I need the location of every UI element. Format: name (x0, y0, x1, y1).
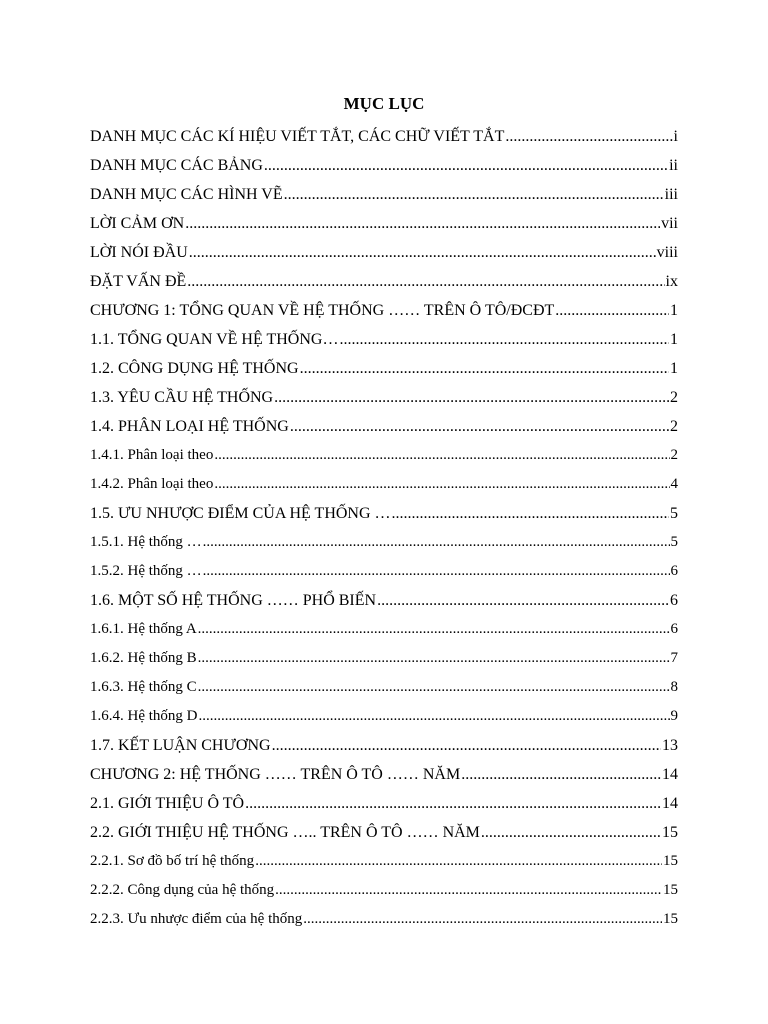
toc-entry-label: LỜI NÓI ĐẦU (90, 244, 188, 261)
toc-dot-leader (198, 644, 670, 673)
toc-entry-page-number: iii (664, 186, 678, 203)
toc-entry-label: 1.6. MỘT SỐ HỆ THỐNG …… PHỔ BIẾN (90, 592, 377, 609)
toc-dot-leader (274, 383, 669, 412)
toc-entry-page-number: 2 (670, 418, 678, 435)
toc-entry[interactable] (90, 644, 678, 673)
toc-dot-leader (264, 151, 668, 180)
toc-dot-leader (198, 615, 670, 644)
toc-entry-page-number: 5 (670, 534, 678, 550)
toc-entry[interactable] (90, 499, 678, 528)
toc-entry[interactable] (90, 673, 678, 702)
toc-entry-page-number: 14 (662, 766, 678, 783)
toc-dot-leader (481, 818, 661, 847)
toc-entry-label: DANH MỤC CÁC BẢNG (90, 157, 263, 174)
toc-entry-label: CHƯƠNG 1: TỔNG QUAN VỀ HỆ THỐNG …… TRÊN Ô TÔ/ĐCĐT (90, 302, 555, 319)
toc-entry-label: DANH MỤC CÁC HÌNH VẼ (90, 186, 283, 203)
toc-entry-label: 1.2. CÔNG DỤNG HỆ THỐNG (90, 360, 299, 377)
toc-entry[interactable] (90, 731, 678, 760)
toc-entry[interactable] (90, 847, 678, 876)
toc-list (90, 122, 678, 934)
toc-entry-page-number: 1 (670, 302, 678, 319)
toc-entry[interactable] (90, 818, 678, 847)
toc-entry-page-number: 1 (670, 360, 678, 377)
toc-entry-label: 2.2.2. Công dụng của hệ thống (90, 882, 275, 898)
toc-entry-page-number: 15 (663, 882, 678, 898)
toc-entry-label: 2.2.1. Sơ đồ bố trí hệ thống (90, 853, 255, 869)
toc-dot-leader (189, 238, 656, 267)
toc-dot-leader (255, 847, 662, 876)
toc-dot-leader (275, 876, 662, 905)
toc-entry[interactable] (90, 325, 678, 354)
toc-entry-label: 2.1. GIỚI THIỆU Ô TÔ (90, 795, 245, 812)
toc-dot-leader (245, 789, 661, 818)
toc-dot-leader (284, 180, 664, 209)
toc-entry[interactable] (90, 441, 678, 470)
toc-entry-page-number: 5 (670, 505, 678, 522)
toc-entry-label: ĐẶT VẤN ĐỀ (90, 273, 187, 290)
toc-entry[interactable] (90, 296, 678, 325)
toc-entry-page-number: vii (661, 215, 678, 232)
toc-entry-page-number: 8 (670, 679, 678, 695)
toc-dot-leader (377, 586, 669, 615)
toc-entry[interactable] (90, 209, 678, 238)
toc-dot-leader (461, 760, 661, 789)
toc-entry-page-number: 4 (670, 476, 678, 492)
toc-entry[interactable] (90, 528, 678, 557)
toc-entry-label: 1.5.2. Hệ thống … (90, 563, 202, 579)
toc-entry-page-number: i (673, 128, 678, 145)
toc-entry[interactable] (90, 557, 678, 586)
toc-dot-leader (198, 673, 670, 702)
toc-dot-leader (303, 905, 662, 934)
toc-dot-leader (187, 267, 664, 296)
toc-entry-page-number: 15 (663, 853, 678, 869)
toc-entry-page-number: 15 (662, 824, 678, 841)
toc-entry-label: 1.4.2. Phân loại theo (90, 476, 214, 492)
toc-entry-page-number: viii (656, 244, 678, 261)
toc-entry-label: 1.5. ƯU NHƯỢC ĐIỂM CỦA HỆ THỐNG … (90, 505, 391, 522)
toc-entry[interactable] (90, 905, 678, 934)
toc-entry-page-number: 6 (670, 563, 678, 579)
toc-entry[interactable] (90, 876, 678, 905)
toc-entry-label: CHƯƠNG 2: HỆ THỐNG …… TRÊN Ô TÔ …… NĂM (90, 766, 461, 783)
toc-entry[interactable] (90, 238, 678, 267)
toc-entry[interactable] (90, 760, 678, 789)
toc-entry[interactable] (90, 702, 678, 731)
toc-entry-page-number: 7 (670, 650, 678, 666)
toc-dot-leader (300, 354, 669, 383)
toc-entry[interactable] (90, 412, 678, 441)
toc-entry-label: 1.3. YÊU CẦU HỆ THỐNG (90, 389, 274, 406)
toc-title: MỤC LỤC (343, 94, 425, 113)
toc-entry-page-number: 13 (662, 737, 678, 754)
toc-entry-label: 2.2. GIỚI THIỆU HỆ THỐNG ….. TRÊN Ô TÔ …… NĂM (90, 824, 480, 841)
toc-entry-label: LỜI CẢM ƠN (90, 215, 185, 232)
toc-entry[interactable] (90, 615, 678, 644)
toc-dot-leader (203, 528, 670, 557)
toc-entry-page-number: 15 (663, 911, 678, 927)
toc-entry-page-number: 6 (670, 592, 678, 609)
toc-entry-page-number: 9 (670, 708, 678, 724)
toc-entry-label: 1.7. KẾT LUẬN CHƯƠNG (90, 737, 271, 754)
toc-entry-label: 1.6.1. Hệ thống A (90, 621, 197, 637)
toc-dot-leader (214, 470, 669, 499)
toc-entry[interactable] (90, 470, 678, 499)
toc-entry[interactable] (90, 267, 678, 296)
toc-dot-leader (214, 441, 669, 470)
toc-entry-page-number: 6 (670, 621, 678, 637)
toc-entry-label: 1.6.2. Hệ thống B (90, 650, 197, 666)
toc-dot-leader (392, 499, 669, 528)
toc-dot-leader (290, 412, 669, 441)
toc-dot-leader (339, 325, 669, 354)
toc-entry-label: 2.2.3. Ưu nhược điểm của hệ thống (90, 911, 303, 927)
toc-entry[interactable] (90, 122, 678, 151)
toc-entry-page-number: 2 (670, 447, 678, 463)
toc-dot-leader (272, 731, 661, 760)
toc-entry-page-number: ii (669, 157, 678, 174)
toc-entry-page-number: ix (665, 273, 678, 290)
toc-dot-leader (203, 557, 670, 586)
toc-entry[interactable] (90, 151, 678, 180)
toc-entry-label: 1.6.3. Hệ thống C (90, 679, 197, 695)
toc-entry[interactable] (90, 789, 678, 818)
toc-entry[interactable] (90, 354, 678, 383)
toc-entry-label: 1.6.4. Hệ thống D (90, 708, 198, 724)
toc-entry-page-number: 14 (662, 795, 678, 812)
toc-entry-label: 1.4.1. Phân loại theo (90, 447, 214, 463)
toc-entry[interactable] (90, 180, 678, 209)
toc-dot-leader (199, 702, 670, 731)
toc-dot-leader (555, 296, 669, 325)
toc-entry[interactable] (90, 586, 678, 615)
toc-entry[interactable] (90, 383, 678, 412)
toc-dot-leader (505, 122, 672, 151)
toc-entry-label: 1.1. TỔNG QUAN VỀ HỆ THỐNG… (90, 331, 339, 348)
toc-entry-label: 1.5.1. Hệ thống … (90, 534, 202, 550)
toc-entry-page-number: 1 (670, 331, 678, 348)
toc-entry-label: DANH MỤC CÁC KÍ HIỆU VIẾT TẮT, CÁC CHỮ VIẾT TẮT (90, 128, 505, 145)
toc-entry-label: 1.4. PHÂN LOẠI HỆ THỐNG (90, 418, 289, 435)
toc-entry-page-number: 2 (670, 389, 678, 406)
toc-dot-leader (185, 209, 660, 238)
